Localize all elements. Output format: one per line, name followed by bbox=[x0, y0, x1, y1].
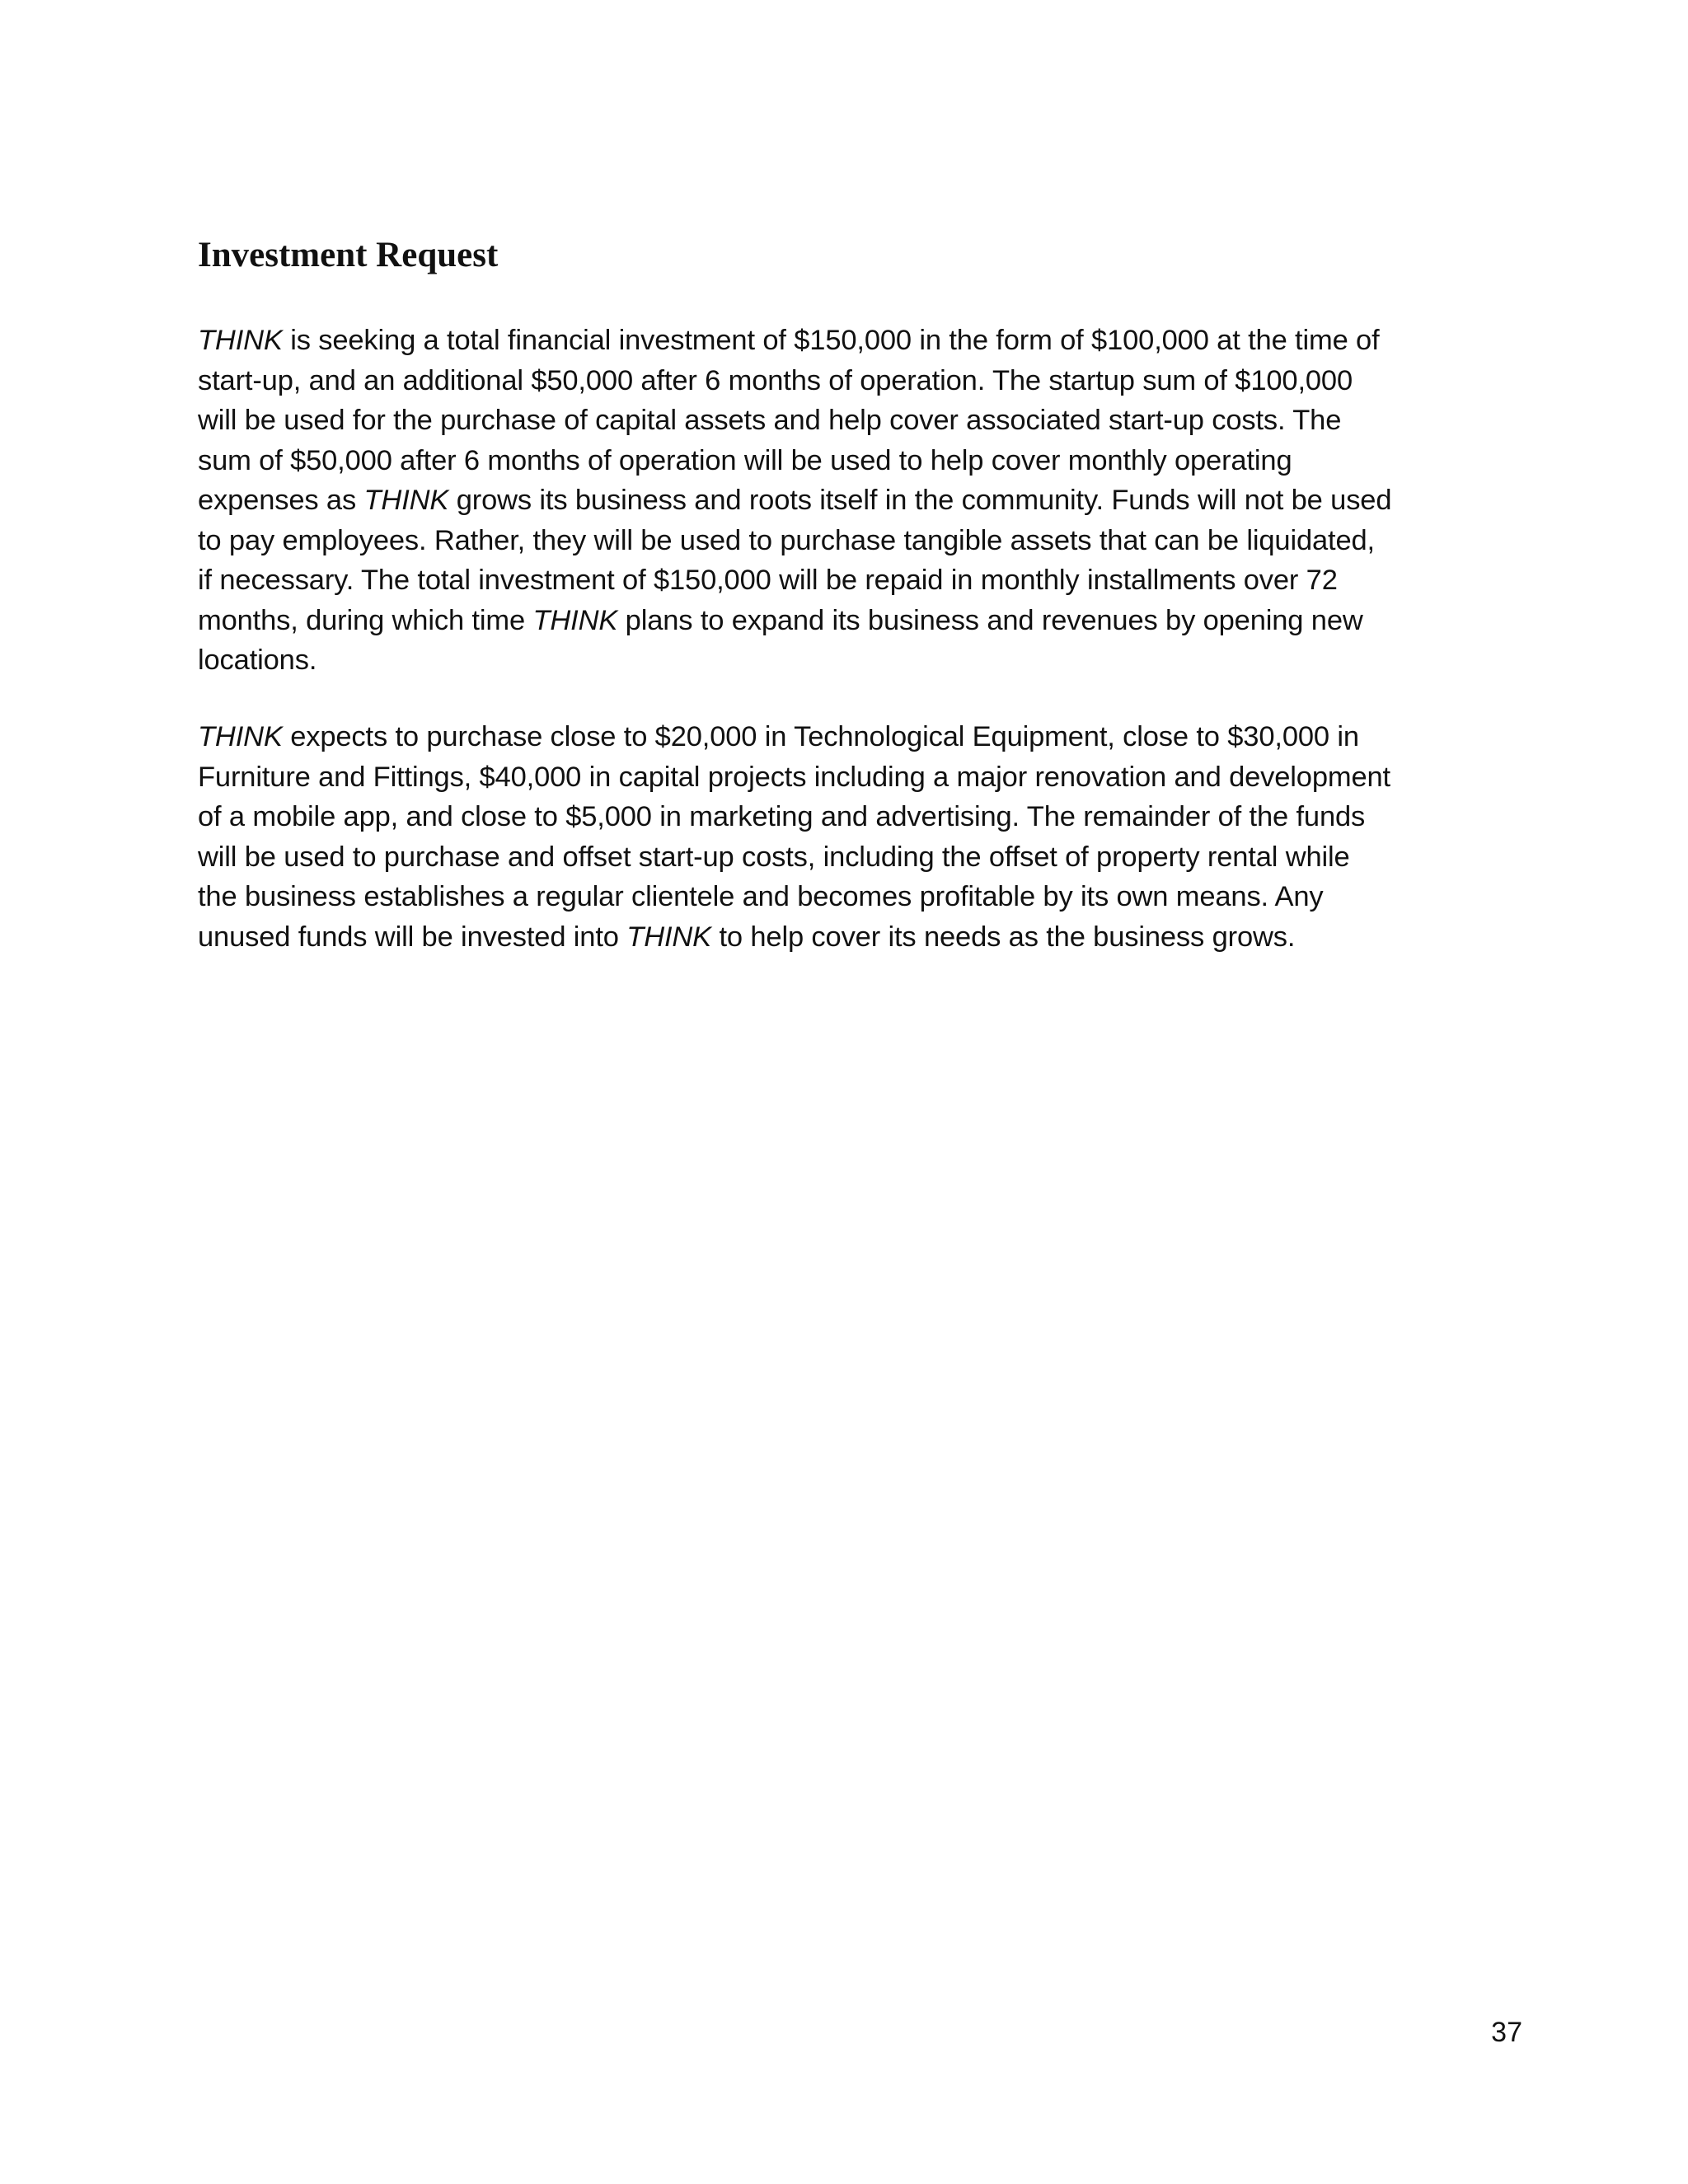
company-name-italic: THINK bbox=[626, 921, 712, 953]
paragraph-line bbox=[198, 401, 1517, 441]
text-run: expenses as bbox=[198, 485, 364, 516]
text-run: locations. bbox=[198, 644, 317, 676]
paragraph-investment-summary bbox=[198, 321, 1517, 681]
paragraph-line bbox=[198, 917, 1517, 958]
text-run: of a mobile app, and close to $5,000 in marketing and advertising. The remainder of the funds bbox=[198, 801, 1366, 832]
text-run: months, during which time bbox=[198, 604, 533, 636]
text-run: the business establishes a regular clientele and becomes profitable by its own means. Any bbox=[198, 881, 1324, 912]
text-run: Furniture and Fittings, $40,000 in capital projects including a major renovation and development bbox=[198, 761, 1390, 793]
text-run: will be used for the purchase of capital assets and help cover associated start-up costs. The bbox=[198, 405, 1342, 436]
company-name-italic: THINK bbox=[532, 604, 618, 636]
text-run: expects to purchase close to $20,000 in Technological Equipment, close to $30,000 in bbox=[282, 721, 1359, 752]
text-run: to pay employees. Rather, they will be used to purchase tangible assets that can be liquidated, bbox=[198, 524, 1375, 556]
paragraph-line bbox=[198, 837, 1517, 878]
paragraph-line bbox=[198, 717, 1517, 757]
text-run: grows its business and roots itself in the community. Funds will not be used bbox=[448, 485, 1392, 516]
text-run: to help cover its needs as the business grows. bbox=[711, 921, 1296, 953]
text-run: unused funds will be invested into bbox=[198, 921, 627, 953]
paragraph-fund-allocation bbox=[198, 717, 1517, 957]
paragraph-line bbox=[198, 321, 1517, 361]
text-run: sum of $50,000 after 6 months of operation will be used to help cover monthly operating bbox=[198, 444, 1292, 476]
text-run: if necessary. The total investment of $150,000 will be repaid in monthly installments over 72 bbox=[198, 565, 1338, 596]
paragraph-line bbox=[198, 797, 1517, 837]
page-number: 37 bbox=[1491, 2017, 1522, 2048]
company-name-italic: THINK bbox=[363, 485, 449, 516]
paragraph-line bbox=[198, 560, 1517, 601]
section-heading: Investment Request bbox=[198, 236, 499, 274]
text-run: will be used to purchase and offset start-up costs, including the offset of property rental while bbox=[198, 841, 1350, 873]
paragraph-line bbox=[198, 640, 1517, 681]
paragraph-line bbox=[198, 521, 1517, 561]
company-name-italic: THINK bbox=[198, 325, 283, 356]
paragraph-line bbox=[198, 480, 1517, 521]
text-run: is seeking a total financial investment of $150,000 in the form of $100,000 at the time of bbox=[282, 325, 1380, 356]
paragraph-line bbox=[198, 757, 1517, 798]
text-run: start-up, and an additional $50,000 after 6 months of operation. The startup sum of $100,000 bbox=[198, 364, 1353, 396]
paragraph-line bbox=[198, 361, 1517, 401]
company-name-italic: THINK bbox=[198, 721, 283, 752]
paragraph-line bbox=[198, 877, 1517, 917]
paragraph-line bbox=[198, 441, 1517, 481]
paragraph-line bbox=[198, 601, 1517, 641]
text-run: plans to expand its business and revenues by opening new bbox=[617, 604, 1363, 636]
